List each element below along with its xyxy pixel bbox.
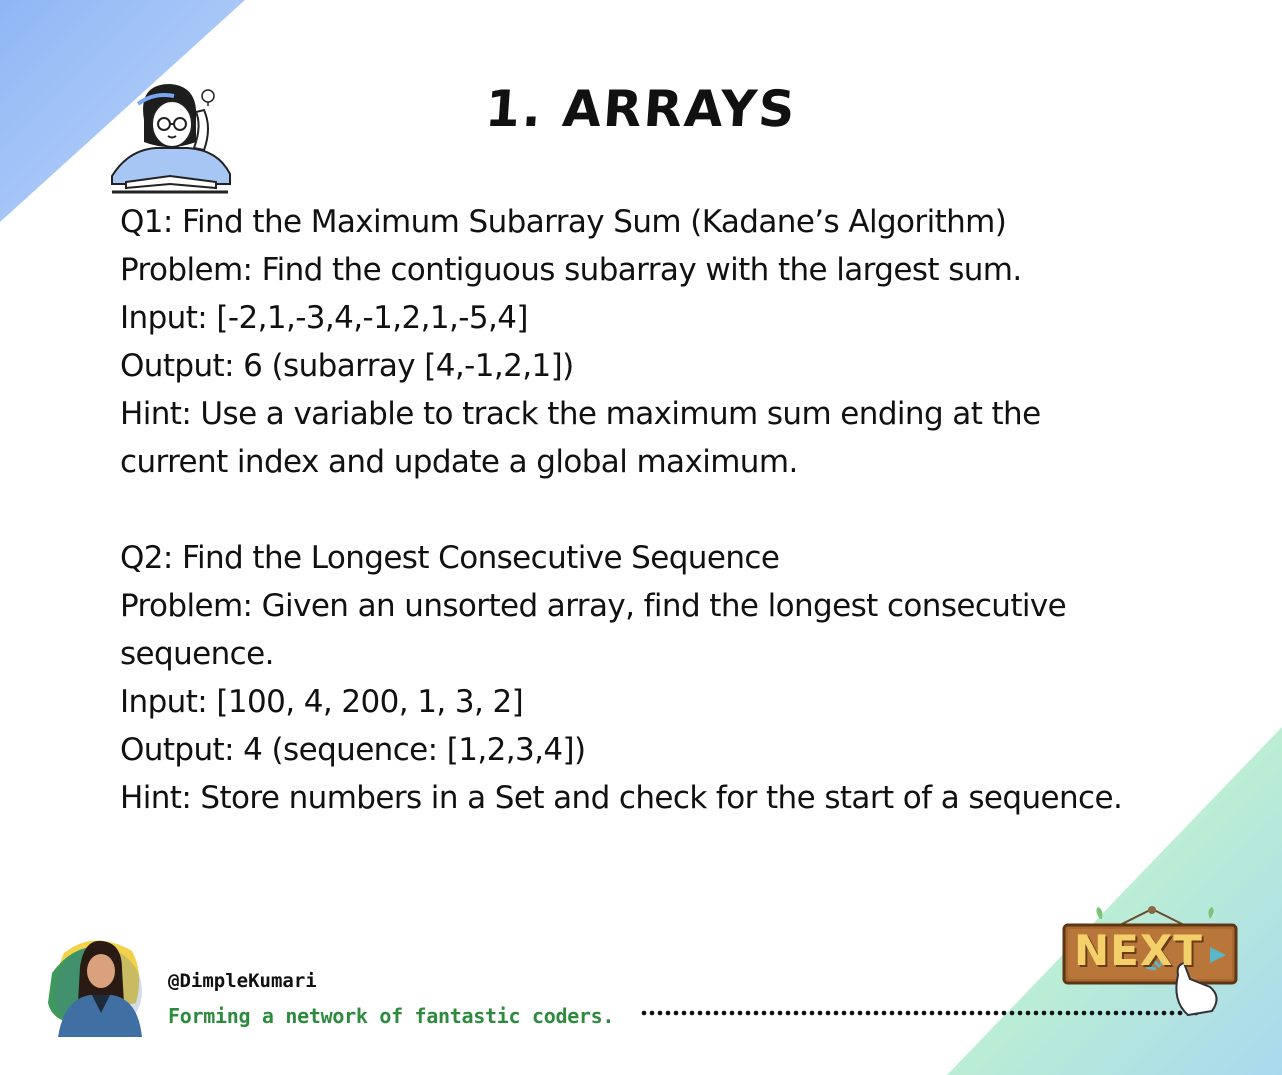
q2-hint: Hint: Store numbers in a Set and check for the start of a sequence. [120, 780, 1123, 816]
next-button-label[interactable]: NEXT [1074, 926, 1203, 975]
q1-problem: Problem: Find the contiguous subarray with the largest sum. [120, 252, 1022, 288]
questions-content [120, 198, 1240, 822]
author-handle: @DimpleKumari [168, 970, 317, 992]
q1-input: Input: [-2,1,-3,4,-1,2,1,-5,4] [120, 300, 528, 336]
q2-problem-line-2: sequence. [120, 636, 274, 672]
page-title: 1. ARRAYS [483, 80, 799, 138]
author-avatar [44, 933, 144, 1037]
q1-hint-line-1: Hint: Use a variable to track the maximum sum ending at the [120, 396, 1041, 432]
q1-hint-line-2: current index and update a global maximum. [120, 444, 798, 480]
section-gap [120, 486, 1240, 534]
q1-output: Output: 6 (subarray [4,-1,2,1]) [120, 348, 574, 384]
q2-output: Output: 4 (sequence: [1,2,3,4]) [120, 732, 586, 768]
q2-input: Input: [100, 4, 200, 1, 3, 2] [120, 684, 524, 720]
author-tagline: Forming a network of fantastic coders. [168, 1004, 615, 1028]
q2-problem-line-1: Problem: Given an unsorted array, find the longest consecutive [120, 588, 1067, 624]
q1-heading: Q1: Find the Maximum Subarray Sum (Kadane’s Algorithm) [120, 204, 1007, 240]
q2-heading: Q2: Find the Longest Consecutive Sequence [120, 540, 780, 576]
